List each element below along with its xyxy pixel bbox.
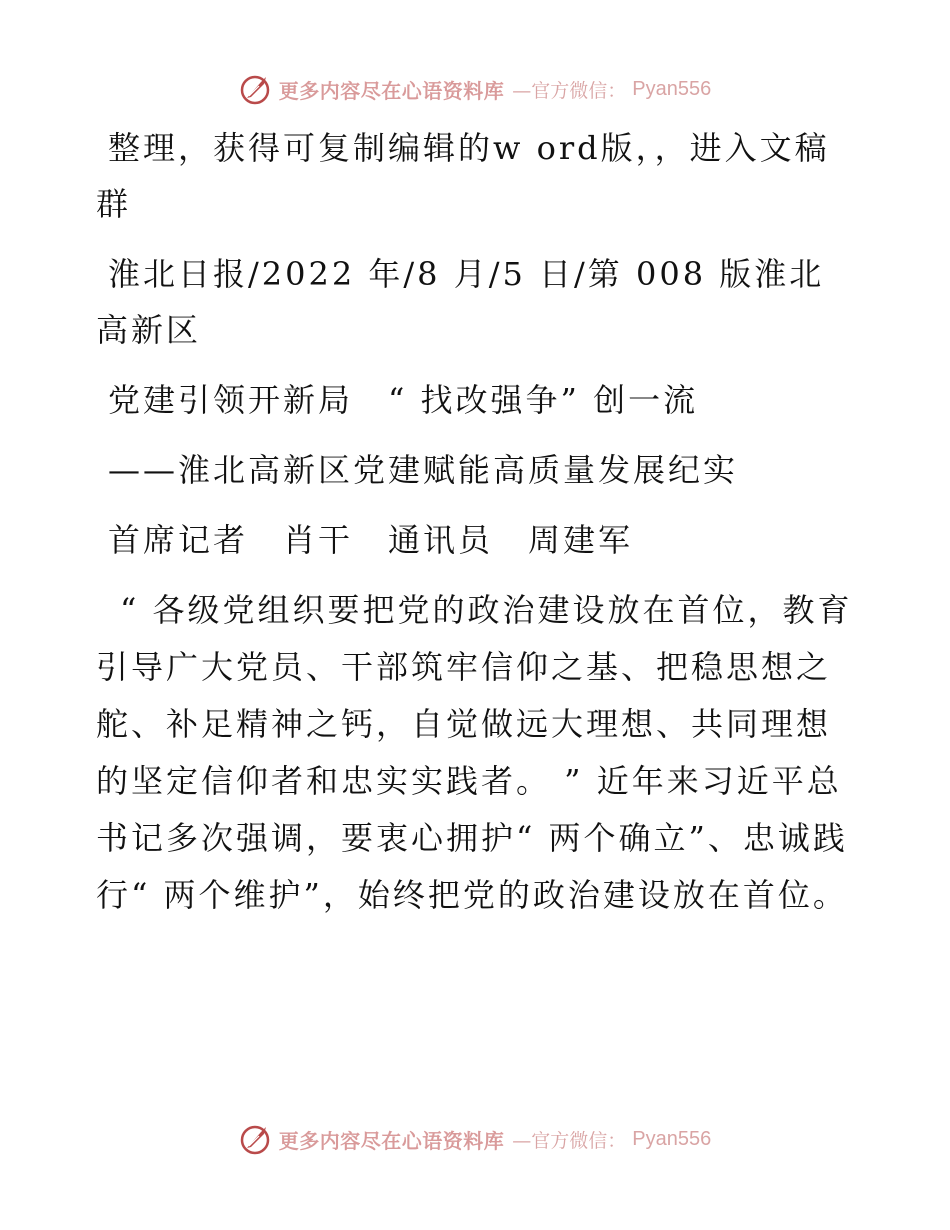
header-watermark — [0, 72, 950, 106]
quill-pen-icon — [239, 1122, 273, 1156]
footer-watermark — [0, 1122, 950, 1156]
quill-pen-icon — [239, 72, 273, 106]
intro-paragraph: 整理，获得可复制编辑的w ord版，，进入文稿群 — [96, 129, 830, 223]
watermark-id: Pyan556 — [632, 1127, 712, 1150]
byline: 首席记者 肖干 通讯员 周建军 — [108, 521, 634, 559]
headline: 党建引领开新局 “ 找改强争” 创一流 — [108, 381, 699, 419]
watermark-id: Pyan556 — [632, 77, 712, 100]
body-paragraph: “ 各级党组织要把党的政治建设放在首位，教育引导广大党员、干部筑牢信仰之基、把稳思想之舵、补足精神之钙，自觉做远大理想、共同理想的坚定信仰者和忠实实践者。 ” 近年来习近平总书记多次强调，要衷心拥护“ 两个确立”、忠诚践行“ 两个维护”，始终把党的政治建设放在首位。 — [96, 591, 853, 914]
watermark-label: —官方微信： — [512, 1129, 627, 1152]
subheadline: ——淮北高新区党建赋能高质量发展纪实 — [108, 451, 739, 489]
document-body — [96, 120, 856, 938]
watermark-text: 更多内容尽在心语资料库 — [278, 78, 505, 103]
watermark-text: 更多内容尽在心语资料库 — [278, 1128, 505, 1153]
source-line: 淮北日报/2022 年/8 月/5 日/第 008 版淮北高新区 — [96, 255, 825, 349]
watermark-label: —官方微信： — [512, 79, 627, 102]
